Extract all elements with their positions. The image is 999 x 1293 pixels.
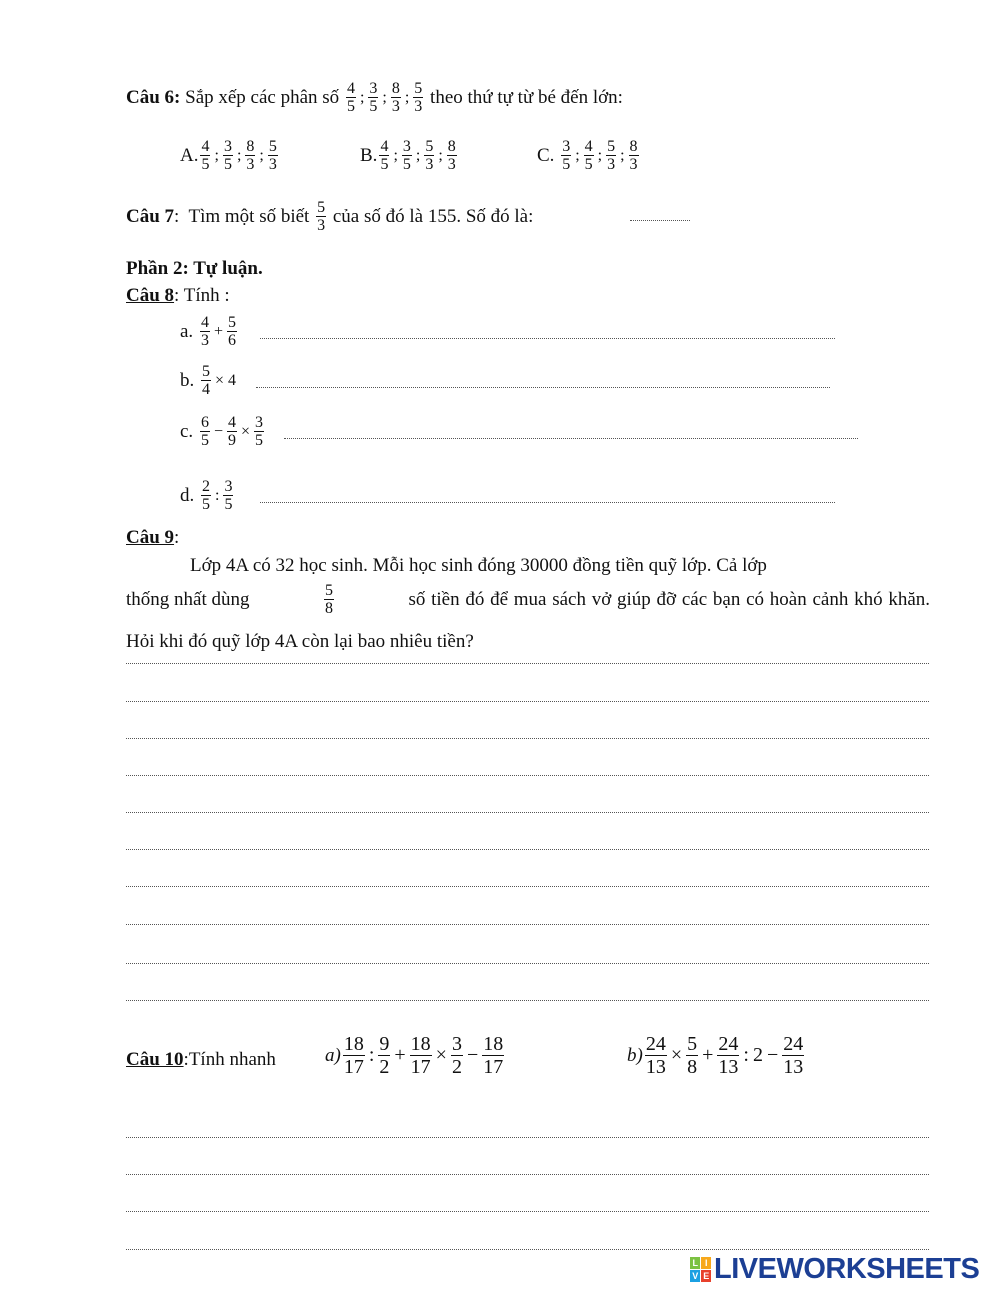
numerator: 24 (645, 1033, 666, 1055)
denominator: 3 (268, 156, 277, 173)
answer-line[interactable] (126, 1249, 929, 1250)
item-label: a. (180, 320, 194, 342)
operator: ; (404, 88, 410, 106)
question-7 (126, 199, 533, 234)
answer-line[interactable] (284, 438, 858, 439)
text: thống nhất dùng (126, 588, 250, 610)
answer-line[interactable] (260, 502, 835, 503)
operator: : (368, 1044, 375, 1066)
q8-item-c (180, 414, 266, 449)
numerator: 4 (584, 138, 593, 155)
item-label: d. (180, 484, 195, 506)
fraction (413, 80, 423, 115)
fraction (447, 138, 457, 173)
operator: ; (597, 146, 603, 164)
numerator: 3 (402, 138, 411, 155)
numerator: 6 (200, 414, 209, 431)
fraction (606, 138, 616, 173)
denominator: 13 (783, 1056, 804, 1078)
fraction (322, 582, 336, 617)
answer-line[interactable] (126, 886, 929, 887)
denominator: 3 (246, 156, 255, 173)
numerator: 5 (202, 363, 210, 380)
fraction (200, 314, 210, 349)
logo-letter: L (690, 1257, 700, 1269)
fraction-list (344, 80, 425, 115)
denominator: 3 (391, 98, 400, 115)
operator: − (466, 1044, 479, 1066)
fraction (782, 1033, 804, 1078)
operator: ; (359, 88, 365, 106)
answer-line[interactable] (126, 775, 929, 776)
part-label: a) (325, 1044, 341, 1066)
text: số tiền đó để mua sách vở giúp đỡ các bạn có hoàn cảnh khó khăn. (408, 588, 930, 610)
denominator: 13 (645, 1056, 666, 1078)
numerator: 24 (783, 1033, 804, 1055)
expression (199, 478, 235, 513)
numerator: 3 (255, 414, 263, 431)
q8-item-d (180, 478, 235, 513)
question-text: của số đó là 155. Số đó là: (332, 205, 534, 227)
numerator: 9 (379, 1033, 390, 1055)
denominator: 3 (414, 98, 423, 115)
fraction (402, 138, 412, 173)
q9-line-2 (126, 582, 930, 617)
question-text: : Tìm một số biết (174, 205, 310, 227)
logo-letter: E (701, 1270, 711, 1282)
numerator: 5 (414, 80, 423, 97)
operator: + (394, 1044, 406, 1066)
fraction (314, 199, 328, 234)
answer-line[interactable] (126, 663, 929, 664)
numerator: 5 (317, 199, 326, 216)
numerator: 8 (391, 80, 400, 97)
numerator: 8 (629, 138, 638, 155)
operator: + (702, 1044, 714, 1066)
denominator: 6 (227, 332, 236, 349)
logo-letter: V (690, 1270, 700, 1282)
fraction (227, 314, 237, 349)
denominator: 2 (451, 1056, 462, 1078)
part-label: b) (627, 1044, 643, 1066)
question-8 (126, 285, 230, 307)
option-expression (559, 138, 640, 173)
option-expression (198, 138, 279, 173)
numerator: 8 (447, 138, 456, 155)
denominator: 4 (202, 381, 210, 398)
question-text: Sắp xếp các phân số (185, 86, 340, 108)
fraction (561, 138, 571, 173)
denominator: 8 (324, 600, 333, 617)
option-label: B. (360, 144, 378, 166)
fraction (378, 1033, 390, 1078)
option-expression (377, 138, 458, 173)
fraction (245, 138, 255, 173)
question-label: Câu 8 (126, 285, 175, 306)
question-label: Câu 10 (126, 1049, 184, 1070)
logo-text: LIVEWORKSHEETS (714, 1253, 980, 1285)
denominator: 13 (718, 1056, 739, 1078)
expression (198, 314, 239, 349)
operator: ; (438, 146, 443, 164)
operator: × (670, 1044, 683, 1066)
denominator: 5 (346, 98, 355, 115)
denominator: 5 (201, 156, 210, 173)
fraction (200, 138, 210, 173)
operator: + (213, 322, 223, 340)
answer-line[interactable] (126, 738, 929, 739)
question-text: theo thứ tự từ bé đến lớn: (430, 86, 623, 108)
denominator: 8 (687, 1056, 698, 1078)
denominator: 5 (402, 156, 411, 173)
denominator: 17 (410, 1056, 431, 1078)
denominator: 5 (380, 156, 389, 173)
denominator: 3 (629, 156, 638, 173)
fraction (201, 363, 211, 398)
option-label: A. (180, 144, 199, 166)
fraction (223, 478, 233, 513)
item-label: c. (180, 420, 194, 442)
logo-mark-icon (690, 1257, 711, 1282)
denominator: 5 (200, 432, 209, 449)
numerator: 5 (425, 138, 434, 155)
operator: ; (259, 146, 264, 164)
q10-part-b (627, 1033, 806, 1078)
fraction (424, 138, 434, 173)
fraction (482, 1033, 504, 1078)
denominator: 3 (607, 156, 616, 173)
fraction (343, 1033, 365, 1078)
denominator: 5 (255, 432, 263, 449)
logo-letter: I (701, 1257, 711, 1269)
numerator: 3 (369, 80, 378, 97)
operator: 2 (752, 1044, 763, 1066)
answer-line[interactable] (126, 812, 929, 813)
denominator: 5 (584, 156, 593, 173)
operator: ; (620, 146, 625, 164)
numerator: 3 (224, 478, 233, 495)
fraction (686, 1033, 698, 1078)
expression (198, 414, 266, 449)
fraction (316, 199, 326, 234)
answer-line[interactable] (126, 1000, 929, 1001)
operator: × (435, 1044, 447, 1066)
answer-line[interactable] (126, 1174, 929, 1175)
colon: : (174, 527, 180, 548)
answer-line[interactable] (126, 1137, 929, 1138)
fraction (227, 414, 237, 449)
operator: : (215, 486, 220, 504)
option-b[interactable] (360, 138, 459, 173)
fraction (584, 138, 594, 173)
option-c[interactable] (537, 138, 641, 173)
fraction (268, 138, 278, 173)
numerator: 2 (202, 478, 210, 495)
denominator: 3 (317, 217, 326, 234)
numerator: 18 (343, 1033, 364, 1055)
option-label: C. (537, 144, 555, 166)
answer-line[interactable] (126, 849, 929, 850)
operator: ; (415, 146, 421, 164)
operator: ; (575, 146, 580, 164)
fraction (379, 138, 389, 173)
question-label: Câu 7 (126, 205, 175, 227)
question-6 (126, 80, 623, 115)
numerator: 4 (380, 138, 389, 155)
answer-line[interactable] (260, 338, 835, 339)
fraction (368, 80, 378, 115)
expression (643, 1033, 806, 1078)
fraction (451, 1033, 463, 1078)
question-label: Câu 6: (126, 86, 181, 108)
operator: 4 (228, 371, 237, 389)
liveworksheets-logo (690, 1253, 979, 1286)
numerator: 3 (223, 138, 232, 155)
option-a[interactable] (180, 138, 280, 173)
answer-line[interactable] (126, 1211, 929, 1212)
q9-line-3: Hỏi khi đó quỹ lớp 4A còn lại bao nhiêu tiền? (126, 631, 474, 652)
section-title: Phần 2: Tự luận. (126, 258, 263, 279)
operator: − (213, 422, 223, 440)
numerator: 5 (227, 314, 236, 331)
answer-line[interactable] (126, 924, 929, 925)
numerator: 3 (451, 1033, 462, 1055)
denominator: 5 (202, 496, 210, 513)
numerator: 4 (200, 314, 209, 331)
numerator: 5 (268, 138, 277, 155)
numerator: 4 (346, 80, 355, 97)
expression (199, 363, 238, 398)
operator: ; (382, 88, 387, 106)
fraction (391, 80, 401, 115)
fraction (254, 414, 264, 449)
q9-line-1: Lớp 4A có 32 học sinh. Mỗi học sinh đóng 30000 đồng tiền quỹ lớp. Cả lớp (190, 555, 767, 576)
answer-line[interactable] (126, 963, 929, 964)
denominator: 5 (224, 496, 233, 513)
denominator: 17 (343, 1056, 364, 1078)
operator: ; (236, 146, 242, 164)
question-10 (126, 1049, 276, 1071)
question-text: :Tính nhanh (183, 1049, 276, 1070)
numerator: 18 (483, 1033, 504, 1055)
answer-line[interactable] (126, 701, 929, 702)
denominator: 3 (447, 156, 456, 173)
denominator: 5 (223, 156, 232, 173)
q8-item-a (180, 314, 239, 349)
numerator: 4 (201, 138, 210, 155)
denominator: 3 (200, 332, 209, 349)
question-9 (126, 527, 179, 549)
numerator: 5 (607, 138, 616, 155)
answer-field[interactable] (630, 220, 690, 221)
fraction (324, 582, 334, 617)
numerator: 3 (562, 138, 571, 155)
operator: ; (214, 146, 219, 164)
operator: − (766, 1044, 779, 1066)
q10-part-a (325, 1033, 506, 1078)
denominator: 5 (562, 156, 571, 173)
q8-item-b (180, 363, 238, 398)
operator: × (240, 422, 250, 440)
denominator: 2 (379, 1056, 390, 1078)
numerator: 5 (324, 582, 333, 599)
denominator: 3 (425, 156, 434, 173)
fraction (629, 138, 639, 173)
fraction (200, 414, 210, 449)
operator: × (215, 371, 225, 389)
expression (341, 1033, 506, 1078)
numerator: 8 (246, 138, 255, 155)
fraction (410, 1033, 432, 1078)
numerator: 5 (687, 1033, 698, 1055)
numerator: 18 (410, 1033, 431, 1055)
operator: ; (393, 146, 398, 164)
question-text: : Tính : (174, 285, 230, 306)
fraction (346, 80, 356, 115)
item-label: b. (180, 369, 195, 391)
answer-line[interactable] (256, 387, 830, 388)
fraction (201, 478, 211, 513)
fraction (717, 1033, 739, 1078)
fraction (223, 138, 233, 173)
operator: : (743, 1044, 749, 1066)
question-label: Câu 9 (126, 527, 175, 548)
fraction (645, 1033, 667, 1078)
denominator: 5 (369, 98, 378, 115)
denominator: 17 (483, 1056, 504, 1078)
numerator: 4 (227, 414, 236, 431)
denominator: 9 (227, 432, 236, 449)
numerator: 24 (718, 1033, 739, 1055)
